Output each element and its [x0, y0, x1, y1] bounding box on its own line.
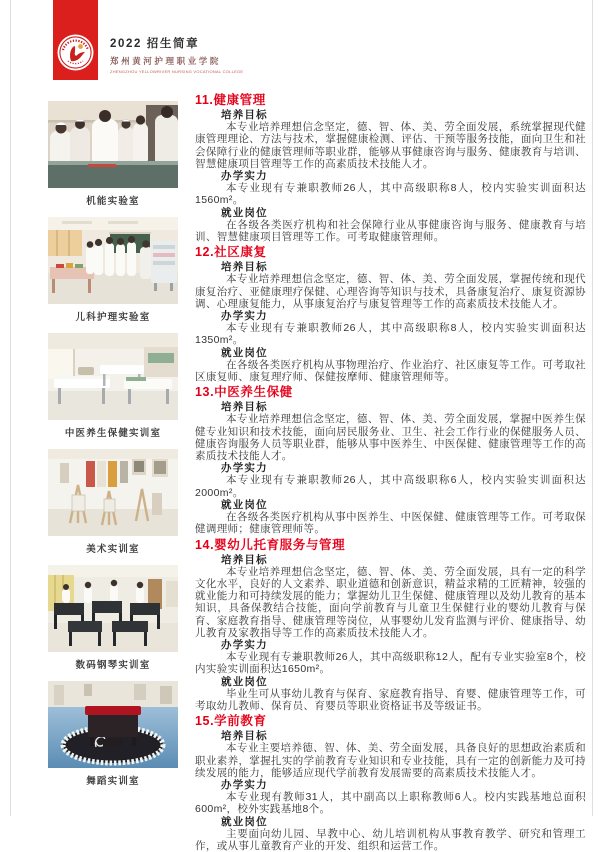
document-title: 2022 招生简章 — [110, 38, 200, 50]
block-text: 本专业培养理想信念坚定，德、智、体、美、劳全面发展，系统掌握现代健康管理理论、方法与技术，掌握健康检测、评估、干预等服务技能，面向卫生和社会保障行业的健康管理师等职业群，能够从事健康咨询与服务、健康教育与培训、智慧健康项目管理等工作的高素质技术技能人才。 — [195, 121, 586, 170]
lab-figure — [48, 333, 178, 440]
block-label: 办学实力 — [221, 638, 268, 651]
section-preschool-education — [195, 714, 586, 852]
brand-red-block — [53, 0, 98, 80]
art-training-room-photo — [48, 449, 178, 536]
section-infant-care — [195, 538, 586, 713]
block-text: 在各级各类医疗机构和社会保障行业从事健康咨询与服务、健康教育与培训、智慧健康项目管理等工作。可考取健康管理师。 — [195, 218, 586, 244]
block-label: 培养目标 — [221, 553, 268, 566]
block-text: 本专业主要培养德、智、体、美、劳全面发展，具备良好的思想政治素质和职业素养，掌握扎实的学前教育专业知识和专业技能，具有一定的创新能力及可持续发展的能力，能够适应现代学前教育发展需要的高素质技术技能人才。 — [195, 742, 586, 779]
block-text: 本专业现有专兼职教师26人，其中高级职称12人，配有专业实验室8个，校内实验实训面积达1650m²。 — [195, 651, 586, 676]
block-label: 办学实力 — [221, 170, 268, 183]
block-label: 办学实力 — [221, 462, 268, 475]
block-text: 在各级各类医疗机构从事中医养生、中医保健、健康管理等工作。可考取保健调理师；健康管理师等。 — [195, 511, 586, 536]
block-text: 本专业培养理想信念坚定，德、智、体、美、劳全面发展，具有一定的科学文化水平，良好的人文素养、职业道德和创新意识，精益求精的工匠精神，较强的就业能力和可持续发展的能力；掌握幼儿卫生保健、健康管理以及幼儿教育的基本知识，具备保教结合技能，面向学前教育与儿童卫生保健行业的婴幼儿教育与保育、家庭教育指导、健康管理等岗位，从事婴幼儿发育监测与评价、健康指导、幼儿教育及家教指导等工作的高素质技术技能人才。 — [195, 565, 586, 639]
lab-caption: 数码钢琴实训室 — [75, 660, 151, 671]
block-label: 培养目标 — [221, 401, 268, 414]
block-label: 办学实力 — [221, 310, 268, 323]
block-label: 办学实力 — [221, 778, 268, 791]
block-text: 在各级各类医疗机构从事物理治疗、作业治疗、社区康复等工作。可考取社区康复师、康复理疗师、保健按摩师、健康管理师等。 — [195, 358, 586, 384]
dance-training-room-photo — [48, 681, 178, 768]
school-emblem-icon — [57, 34, 94, 71]
block-label: 就业岗位 — [221, 498, 268, 511]
pediatric-nursing-lab-photo — [48, 217, 178, 304]
lab-caption: 美术实训室 — [86, 544, 140, 555]
digital-piano-training-room-photo — [48, 565, 178, 652]
page-left-border — [10, 0, 11, 816]
block-text: 本专业现有专兼职教师26人，其中高级职称8人，校内实验实训面积达1560m²。 — [195, 182, 586, 207]
block-text: 主要面向幼儿园、早教中心、幼儿培训机构从事教育教学、研究和管理工作，或从事儿童教育产业的开发、组织和运营工作。 — [195, 827, 586, 852]
content-column — [195, 91, 586, 852]
photo-rail — [48, 101, 178, 797]
block-label: 就业岗位 — [221, 346, 268, 359]
tcm-health-training-room-photo — [48, 333, 178, 420]
block-text: 本专业现有专兼职教师26人，其中高级职称6人，校内实验实训面积达2000m²。 — [195, 474, 586, 499]
lab-figure — [48, 565, 178, 672]
block-label: 就业岗位 — [221, 206, 268, 219]
section-heading: 12.社区康复 — [195, 245, 267, 260]
section-heading: 15.学前教育 — [195, 714, 267, 729]
section-heading: 13.中医养生保健 — [195, 385, 293, 400]
school-name-cn: 郑州黄河护理职业学院 — [110, 56, 222, 66]
block-text: 本专业现有专兼职教师26人，其中高级职称8人，校内实验实训面积达1350m²。 — [195, 322, 586, 347]
block-text: 毕业生可从事幼儿教育与保育、家庭教育指导、育婴、健康管理等工作，可考取幼儿教师、保育员、育婴员等职业资格证书及等级证书。 — [195, 687, 586, 712]
block-text: 本专业现有教师31人，其中副高以上职称教师6人。校内实践基地总面积600m²，校外实践基地8个。 — [195, 791, 586, 816]
school-name-en: ZHENGZHOU YELLOWRIVER NURSING VOCATIONAL COLLEGE — [110, 69, 244, 74]
block-label: 就业岗位 — [221, 815, 268, 828]
lab-figure — [48, 101, 178, 208]
block-label: 培养目标 — [221, 109, 268, 121]
lab-caption: 儿科护理实验室 — [75, 312, 151, 323]
header-text — [110, 35, 243, 74]
lab-figure — [48, 217, 178, 324]
section-community-rehab — [195, 245, 586, 383]
block-label: 培养目标 — [221, 261, 268, 274]
block-text: 本专业培养理想信念坚定，德、智、体、美、劳全面发展，掌握中医养生保健专业知识和技术技能，面向居民服务业、卫生、社会工作行业的保健服务人员、健康咨询服务人员等职业群，能够从事中医养生、中医保健、健康管理等工作的高素质技术技能人才。 — [195, 413, 586, 463]
lab-caption: 中医养生保健实训室 — [64, 428, 162, 439]
lab-figure — [48, 449, 178, 556]
functional-lab-photo — [48, 101, 178, 188]
lab-figure — [48, 681, 178, 788]
lab-caption: 机能实验室 — [86, 196, 140, 207]
section-heading: 14.婴幼儿托育服务与管理 — [195, 537, 346, 552]
block-text: 本专业培养理想信念坚定，德、智、体、美、劳全面发展，掌握传统和现代康复治疗、亚健康理疗保健、心理咨询等知识与技术，具备康复治疗、康复资源协调、心理康复能力，从事康复治疗与康复管理等工作的高素质技术技能人才。 — [195, 273, 586, 310]
page-right-border — [592, 0, 593, 816]
section-health-management — [195, 93, 586, 243]
section-tcm-health — [195, 385, 586, 535]
lab-caption: 舞蹈实训室 — [86, 776, 140, 787]
block-label: 培养目标 — [221, 730, 268, 743]
section-heading: 11.健康管理 — [195, 93, 266, 107]
block-label: 就业岗位 — [221, 675, 268, 688]
